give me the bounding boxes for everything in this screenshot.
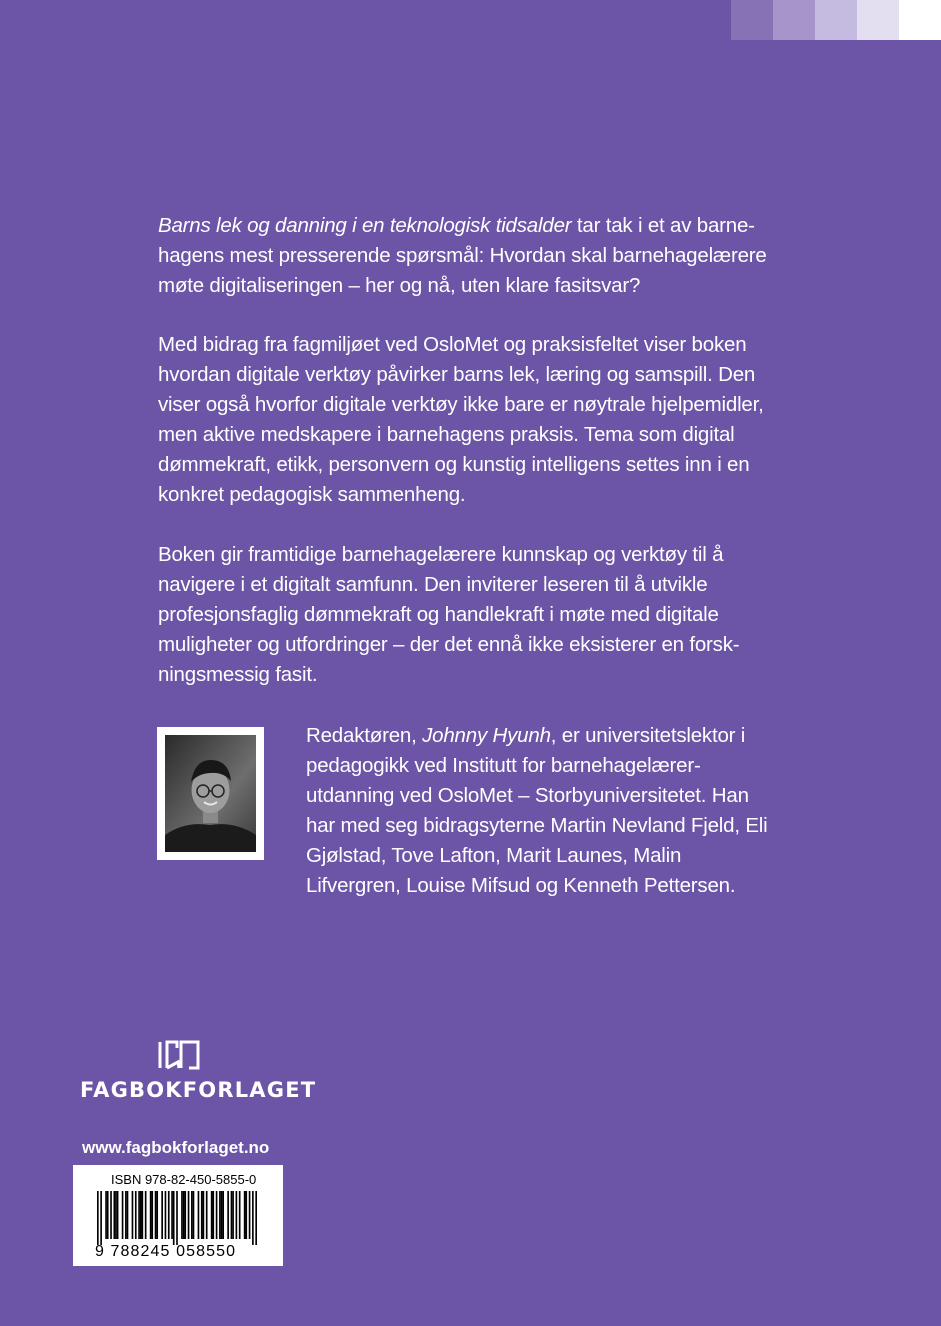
editor-photo-frame	[157, 727, 264, 860]
description-paragraph-3	[158, 540, 798, 690]
barcode-bar	[255, 1191, 257, 1245]
color-swatch	[815, 0, 857, 40]
barcode-bar	[161, 1191, 163, 1239]
barcode-bar	[181, 1191, 183, 1239]
description-p3-text: Boken gir framtidige barnehagelærere kunnskap og verktøy til å navigere i et digitalt samfunn. Den inviterer leseren til å utvikle profesjonsfaglig dømmekraft og handlekraft i møte med digitale muligheter og utfordringer – der det ennå ikke eksisterer en forsk-ningsmessig fasit.	[158, 543, 740, 686]
barcode-bar	[155, 1191, 157, 1239]
barcode-bar	[150, 1191, 152, 1239]
barcode-bar	[151, 1191, 153, 1239]
description-p2-text: Med bidrag fra fagmiljøet ved OsloMet og praksisfeltet viser boken hvordan digitale verktøy påvirker barns lek, læring og samspill. Den viser også hvorfor digitale verktøy ikke bare er nøytrale hjelpemidler, men aktive medskapere i barnehagens praksis. Tema som digital dømmekraft, etikk, personvern og kunstig intelligens settes inn i en konkret pedagogisk sammenheng.	[158, 333, 764, 506]
barcode-bar	[212, 1191, 214, 1239]
barcode-bar	[231, 1191, 233, 1239]
barcode-bar	[227, 1191, 229, 1239]
editor-bio	[306, 721, 776, 901]
editor-name: Johnny Hyunh	[422, 724, 551, 747]
barcode-icon	[97, 1191, 257, 1245]
barcode-bar	[216, 1191, 218, 1239]
description-paragraph-2	[158, 330, 798, 510]
barcode-bar	[138, 1191, 140, 1239]
barcode-bar	[122, 1191, 124, 1239]
barcode-bar	[140, 1191, 142, 1239]
barcode-bar	[107, 1191, 109, 1239]
barcode-bar	[110, 1191, 112, 1239]
description-paragraph-1	[158, 211, 798, 301]
barcode-bar	[198, 1191, 200, 1239]
barcode-bar	[168, 1191, 170, 1239]
publisher-url[interactable]: www.fagbokforlaget.no	[82, 1138, 270, 1157]
barcode-bar	[211, 1191, 213, 1239]
barcode-bar	[239, 1191, 241, 1239]
color-swatch	[773, 0, 815, 40]
barcode-bar	[245, 1191, 247, 1239]
barcode-bar	[203, 1191, 205, 1239]
barcode-bar	[135, 1191, 137, 1239]
author-portrait-icon	[165, 735, 256, 852]
barcode-bar	[115, 1191, 117, 1239]
barcode-bar	[125, 1191, 127, 1239]
book-logo-icon	[157, 1040, 201, 1070]
barcode-bar	[117, 1191, 119, 1239]
color-swatch-strip	[731, 0, 941, 40]
color-swatch	[731, 0, 773, 40]
barcode-bar	[221, 1191, 223, 1239]
barcode-bar	[176, 1191, 178, 1245]
barcode-bar	[188, 1191, 190, 1239]
publisher-logo	[80, 1040, 317, 1102]
barcode-bar	[236, 1191, 238, 1239]
editor-bio-text: , er universitetslektor i pedagogikk ved Institutt for barnehagelærer-utdanning ved OsloMet – Storbyuniversitetet. Han har med seg bidragsyterne Martin Nevland Fjeld, Eli Gjølstad, Tove Lafton, Marit Launes, Malin Lifvergren, Louise Mifsud og Kenneth Pettersen.	[306, 724, 768, 897]
barcode-bar	[206, 1191, 208, 1239]
color-swatch	[899, 0, 941, 40]
publisher-name: FAGBOKFORLAGET	[80, 1078, 317, 1102]
isbn-label: ISBN 978-82-450-5855-0	[111, 1172, 257, 1187]
barcode-bar	[100, 1191, 102, 1245]
barcode-bar	[191, 1191, 193, 1239]
book-title-italic: Barns lek og danning i en teknologisk tidsalder	[158, 214, 572, 237]
barcode-bar	[171, 1191, 173, 1239]
barcode-bar	[249, 1191, 251, 1239]
barcode-bar	[97, 1191, 99, 1245]
barcode-bar	[252, 1191, 254, 1245]
barcode-bar	[132, 1191, 134, 1239]
barcode-bar	[156, 1191, 158, 1239]
barcode-bar	[105, 1191, 107, 1239]
editor-bio-intro: Redaktøren,	[306, 724, 423, 747]
barcode-bar	[244, 1191, 246, 1239]
barcode-bar	[184, 1191, 186, 1239]
barcode-bar	[232, 1191, 234, 1239]
barcode-bar	[145, 1191, 147, 1239]
barcode-bar	[193, 1191, 195, 1239]
barcode-bar	[222, 1191, 224, 1239]
barcode-bar	[165, 1191, 167, 1239]
barcode-bar	[113, 1191, 115, 1239]
barcode-bar	[201, 1191, 203, 1239]
barcode-bar	[183, 1191, 185, 1239]
description-p1-text: tar tak i et av barne-hagens mest presserende spørsmål: Hvordan skal barnehagelærere møte digitaliseringen – her og nå, uten klare fasitsvar?	[158, 214, 767, 297]
barcode-digits: 9 788245 058550	[95, 1243, 237, 1260]
color-swatch	[857, 0, 899, 40]
barcode-bar	[142, 1191, 144, 1239]
barcode-bar	[127, 1191, 129, 1239]
isbn-barcode	[73, 1165, 283, 1266]
barcode-bar	[219, 1191, 221, 1239]
barcode-bar	[173, 1191, 175, 1245]
